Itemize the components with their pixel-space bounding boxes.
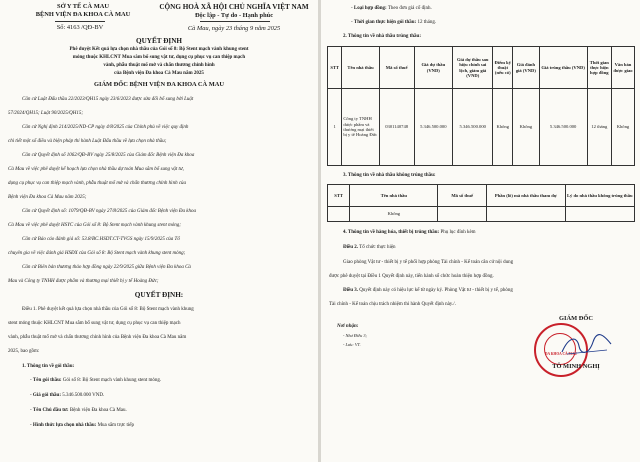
- signer-title: GIÁM ĐỐC: [559, 315, 593, 322]
- table-header-cell: Lý do nhà thầu không trúng thầu: [565, 185, 634, 207]
- contract-type-value: Theo đơn giá cố định.: [387, 6, 432, 11]
- table-header-cell: Giá dự thầu sau hiệu chỉnh sai lệch, giảm giá (VND): [453, 47, 493, 89]
- article-3-line: Tài chính - Kế toán chịu trách nhiệm thi hành Quyết định này./.: [329, 302, 456, 307]
- table-header-cell: Giá dự thầu (VND): [414, 47, 453, 89]
- article-1-line: vành, phẫu thuật mổ mở và chấn thương chỉnh hình của Bệnh viện Đa khoa Cà Mau năm: [8, 335, 187, 340]
- basis-line: Bệnh viện Đa khoa Cà Mau năm 2025;: [8, 195, 87, 200]
- table-cell: [328, 207, 350, 222]
- package-item-value: Gói số 8: Bộ Stent mạch vành khung stent mỏng.: [62, 378, 162, 383]
- article-2-title: Tổ chức thực hiện: [359, 245, 396, 250]
- table-cell: 1: [328, 89, 342, 166]
- table-cell: Công ty TNHH dược phẩm và thương mại thiết bị y tế Hoàng Đức: [342, 89, 379, 166]
- basis-line: 57/2024/QH15; Luật 90/2025/QH15;: [8, 111, 83, 116]
- table-header-cell: Mã số thuế: [438, 185, 487, 207]
- table-cell: Không: [611, 89, 634, 166]
- basis-line: chi tiết một số điều và biện pháp thi hành Luật Đấu thầu về lựa chọn nhà thầu;: [8, 139, 167, 144]
- table-header-cell: Giá đánh giá (VND): [513, 47, 539, 89]
- table-header-cell: Giá trúng thầu (VND): [539, 47, 587, 89]
- table-row: [328, 207, 635, 222]
- package-item-key: Tên gói thầu:: [32, 378, 62, 383]
- goods-info-key: 4. Thông tin về hàng hóa, thiết bị trúng thầu:: [343, 230, 440, 235]
- table-cell: 5.346.500.000: [453, 89, 493, 166]
- org-name: BỆNH VIỆN ĐA KHOA CÀ MAU: [35, 11, 131, 18]
- goods-info-value: Phụ lục đính kèm: [440, 230, 476, 235]
- basis-line: Mau và Công ty TNHH được phẩm và thương mại thiết bị y tế Hoàng Đức;: [8, 279, 159, 284]
- package-item: - Giá gói thầu: 5.346.500.000 VND.: [30, 393, 105, 398]
- package-info-heading: 1. Thông tin về gói thầu:: [22, 364, 75, 369]
- table-cell: [565, 207, 634, 222]
- article-2-label: Điều 2.: [343, 245, 358, 250]
- basis-line: dụng cụ phục vụ can thiệp mạch vành, phẫu thuật mổ mở và chấn thương chỉnh hình của: [8, 181, 187, 186]
- basis-line: Căn cứ Luật Đấu thầu 22/2023/QH15 ngày 23/6/2023 được sửa đổi bổ sung bởi Luật: [22, 97, 194, 102]
- table-header-cell: Thời gian thực hiện hợp đồng: [587, 47, 611, 89]
- winning-bidder-table: [327, 46, 635, 166]
- subject-line-4: của Bệnh viện Đa khoa Cà Mau năm 2025: [114, 71, 204, 76]
- package-item-value: Mua sắm trực tiếp: [97, 423, 135, 428]
- recipients-title: Nơi nhận:: [337, 324, 359, 329]
- org-underline: [55, 21, 105, 22]
- table-cell: Không: [513, 89, 539, 166]
- article-3-label: Điều 3.: [343, 288, 358, 293]
- table-cell: 0301140748: [379, 89, 414, 166]
- table-header-cell: Điểm kỹ thuật (nếu có): [493, 47, 513, 89]
- winning-bidder-heading: 2. Thông tin về nhà thầu trúng thầu:: [343, 34, 421, 39]
- basis-line: Căn cứ Nghị định 214/2025/ND-CP ngày 4/8/2025 của Chính phủ về việc quy định: [22, 125, 189, 130]
- motto-underline: [200, 21, 270, 22]
- contract-type: - Loại hợp đồng: Theo đơn giá cố định.: [351, 6, 432, 11]
- package-item-key: Hình thức lựa chọn nhà thầu:: [32, 423, 97, 428]
- subject-line-1: Phê duyệt Kết quả lựa chọn nhà thầu của Gói số 8: Bộ Stent mạch vành khung stent: [69, 47, 249, 52]
- subject-line-3: vành, phẫu thuật mổ mở và chấn thương chỉnh hình: [103, 63, 215, 68]
- table-cell: 12 tháng: [587, 89, 611, 166]
- package-item-key: Tên Chủ đầu tư:: [32, 408, 69, 413]
- goods-info: [343, 230, 476, 235]
- article-1-line: Điều 1. Phê duyệt kết quả lựa chọn nhà thầu của Gói số 8: Bộ Stent mạch vành khung: [22, 307, 194, 312]
- article-2: [343, 245, 396, 250]
- table-header-cell: Mã số thuế: [379, 47, 414, 89]
- package-item: - Tên Chủ đầu tư: Bệnh viện Đa khoa Cà Mau.: [30, 408, 127, 413]
- republic-title: CỘNG HOÀ XÃ HỘI CHỦ NGHĨA VIỆT NAM: [159, 3, 309, 11]
- package-item-key: Giá gói thầu:: [32, 393, 61, 398]
- table-row: [328, 89, 635, 166]
- article-1-line: stent mỏng thuộc KHLCNT Mua sắm bổ sung vật tư, dụng cụ phục vụ can thiệp mạch: [8, 321, 181, 326]
- table-cell: [438, 207, 487, 222]
- contract-duration: - Thời gian thực hiện gói thầu: 12 tháng.: [351, 20, 437, 25]
- document-number: Số: 4163 /QĐ-BV: [56, 24, 104, 31]
- basis-line: Căn cứ Quyết định số: 1079/QĐ-BV ngày 27/8/2025 của Giám đốc Bệnh viện Đa khoa: [22, 209, 196, 214]
- table-header-row: [328, 185, 635, 207]
- basis-line: Cà Mau về việc phê duyệt HSYC của Gói số 8: Bộ Stent mạch vành khung stent mỏng;: [8, 223, 181, 228]
- article-2-line: được phê duyệt tại Điều 1 Quyết định này, tiến hành số chức hoàn thiện hợp đồng.: [329, 274, 494, 279]
- authority: GIÁM ĐỐC BỆNH VIỆN ĐA KHOA CÀ MAU: [93, 81, 224, 88]
- table-header-cell: Tên nhà thầu: [342, 47, 379, 89]
- table-header-row: [328, 47, 635, 89]
- article-1-line: 2025, bao gồm:: [8, 349, 40, 354]
- subject-line-2: mỏng thuộc KHLCNT Mua sắm bổ sung vật tư, dụng cụ phục vụ can thiệp mạch: [72, 55, 246, 60]
- table-header-cell: Phần (lô) mà nhà thầu tham dự: [486, 185, 565, 207]
- package-item-value: 5.346.500.000 VND.: [62, 393, 105, 398]
- basis-line: Cà Mau về việc phê duyệt kế hoạch lựa chọn nhà thầu dự toán Mua sắm bổ sung vật tư,: [8, 167, 184, 172]
- package-item-value: Bệnh viện Đa khoa Cà Mau.: [69, 408, 127, 413]
- basis-line: Căn cứ Quyết định số 1062/QĐ-BV ngày 25/8/2025 của Giám đốc Bệnh viện Đa khoa: [22, 153, 195, 158]
- table-header-cell: Văn bản được giao: [611, 47, 634, 89]
- motto: Độc lập - Tự do - Hạnh phúc: [194, 12, 274, 19]
- table-cell: 5.346.500.000: [414, 89, 453, 166]
- decision-heading: QUYẾT ĐỊNH: [136, 37, 182, 45]
- table-header-cell: Tên nhà thầu: [350, 185, 438, 207]
- basis-line: Căn cứ Báo cáo đánh giá số: 53.8/BC.HSDT.CT-TVGS ngày 15/9/2025 của Tổ: [22, 237, 180, 242]
- document-date: Cà Mau, ngày 23 tháng 9 năm 2025: [187, 25, 281, 32]
- left-page: [0, 0, 318, 462]
- right-page: [321, 0, 640, 462]
- stamp-text: ĐA KHOA CÀ MAU: [544, 352, 578, 356]
- signer-name: TÔ MINH NGHỊ: [552, 363, 600, 370]
- losing-bidder-table: [327, 184, 635, 222]
- table-header-cell: STT: [328, 185, 350, 207]
- losing-bidder-heading: 3. Thông tin về nhà thầu không trúng thầu:: [343, 173, 436, 178]
- article-3: [343, 288, 513, 293]
- decides-heading: QUYẾT ĐỊNH:: [134, 291, 184, 299]
- table-cell: Không: [493, 89, 513, 166]
- article-2-line: Giao phòng Vật tư - thiết bị y tế phối hợp phòng Tài chính - Kế toán căn cứ nội dung: [343, 260, 514, 265]
- package-item: - Tên gói thầu: Gói số 8: Bộ Stent mạch vành khung stent mỏng.: [30, 378, 162, 383]
- signature-mark: [559, 332, 615, 358]
- recipient-item: - Lưu: VT.: [343, 342, 361, 347]
- org-parent: SỞ Y TẾ CÀ MAU: [57, 3, 109, 10]
- article-3-line: Quyết định này có hiệu lực kể từ ngày ký. Phòng Vật tư - thiết bị y tế, phòng: [359, 288, 513, 293]
- contract-type-key: Loại hợp đồng:: [353, 6, 387, 11]
- contract-duration-key: Thời gian thực hiện gói thầu:: [353, 20, 417, 25]
- table-cell: [486, 207, 565, 222]
- table-cell: 5.346.500.000: [539, 89, 587, 166]
- table-header-cell: STT: [328, 47, 342, 89]
- contract-duration-value: 12 tháng.: [417, 20, 437, 25]
- recipient-item: - Như Điều 3;: [343, 333, 367, 338]
- basis-line: Căn cứ Biên bản thương thảo hợp đồng ngày 22/9/2025 giữa Bệnh viện Đa khoa Cà: [22, 265, 191, 270]
- package-item: - Hình thức lựa chọn nhà thầu: Mua sắm trực tiếp: [30, 423, 135, 428]
- basis-line: chuyên gia về việc đánh giá HSĐX của Gói số 8: Bộ Stent mạch vành khung stent mỏng;: [8, 251, 186, 256]
- table-cell: Không: [350, 207, 438, 222]
